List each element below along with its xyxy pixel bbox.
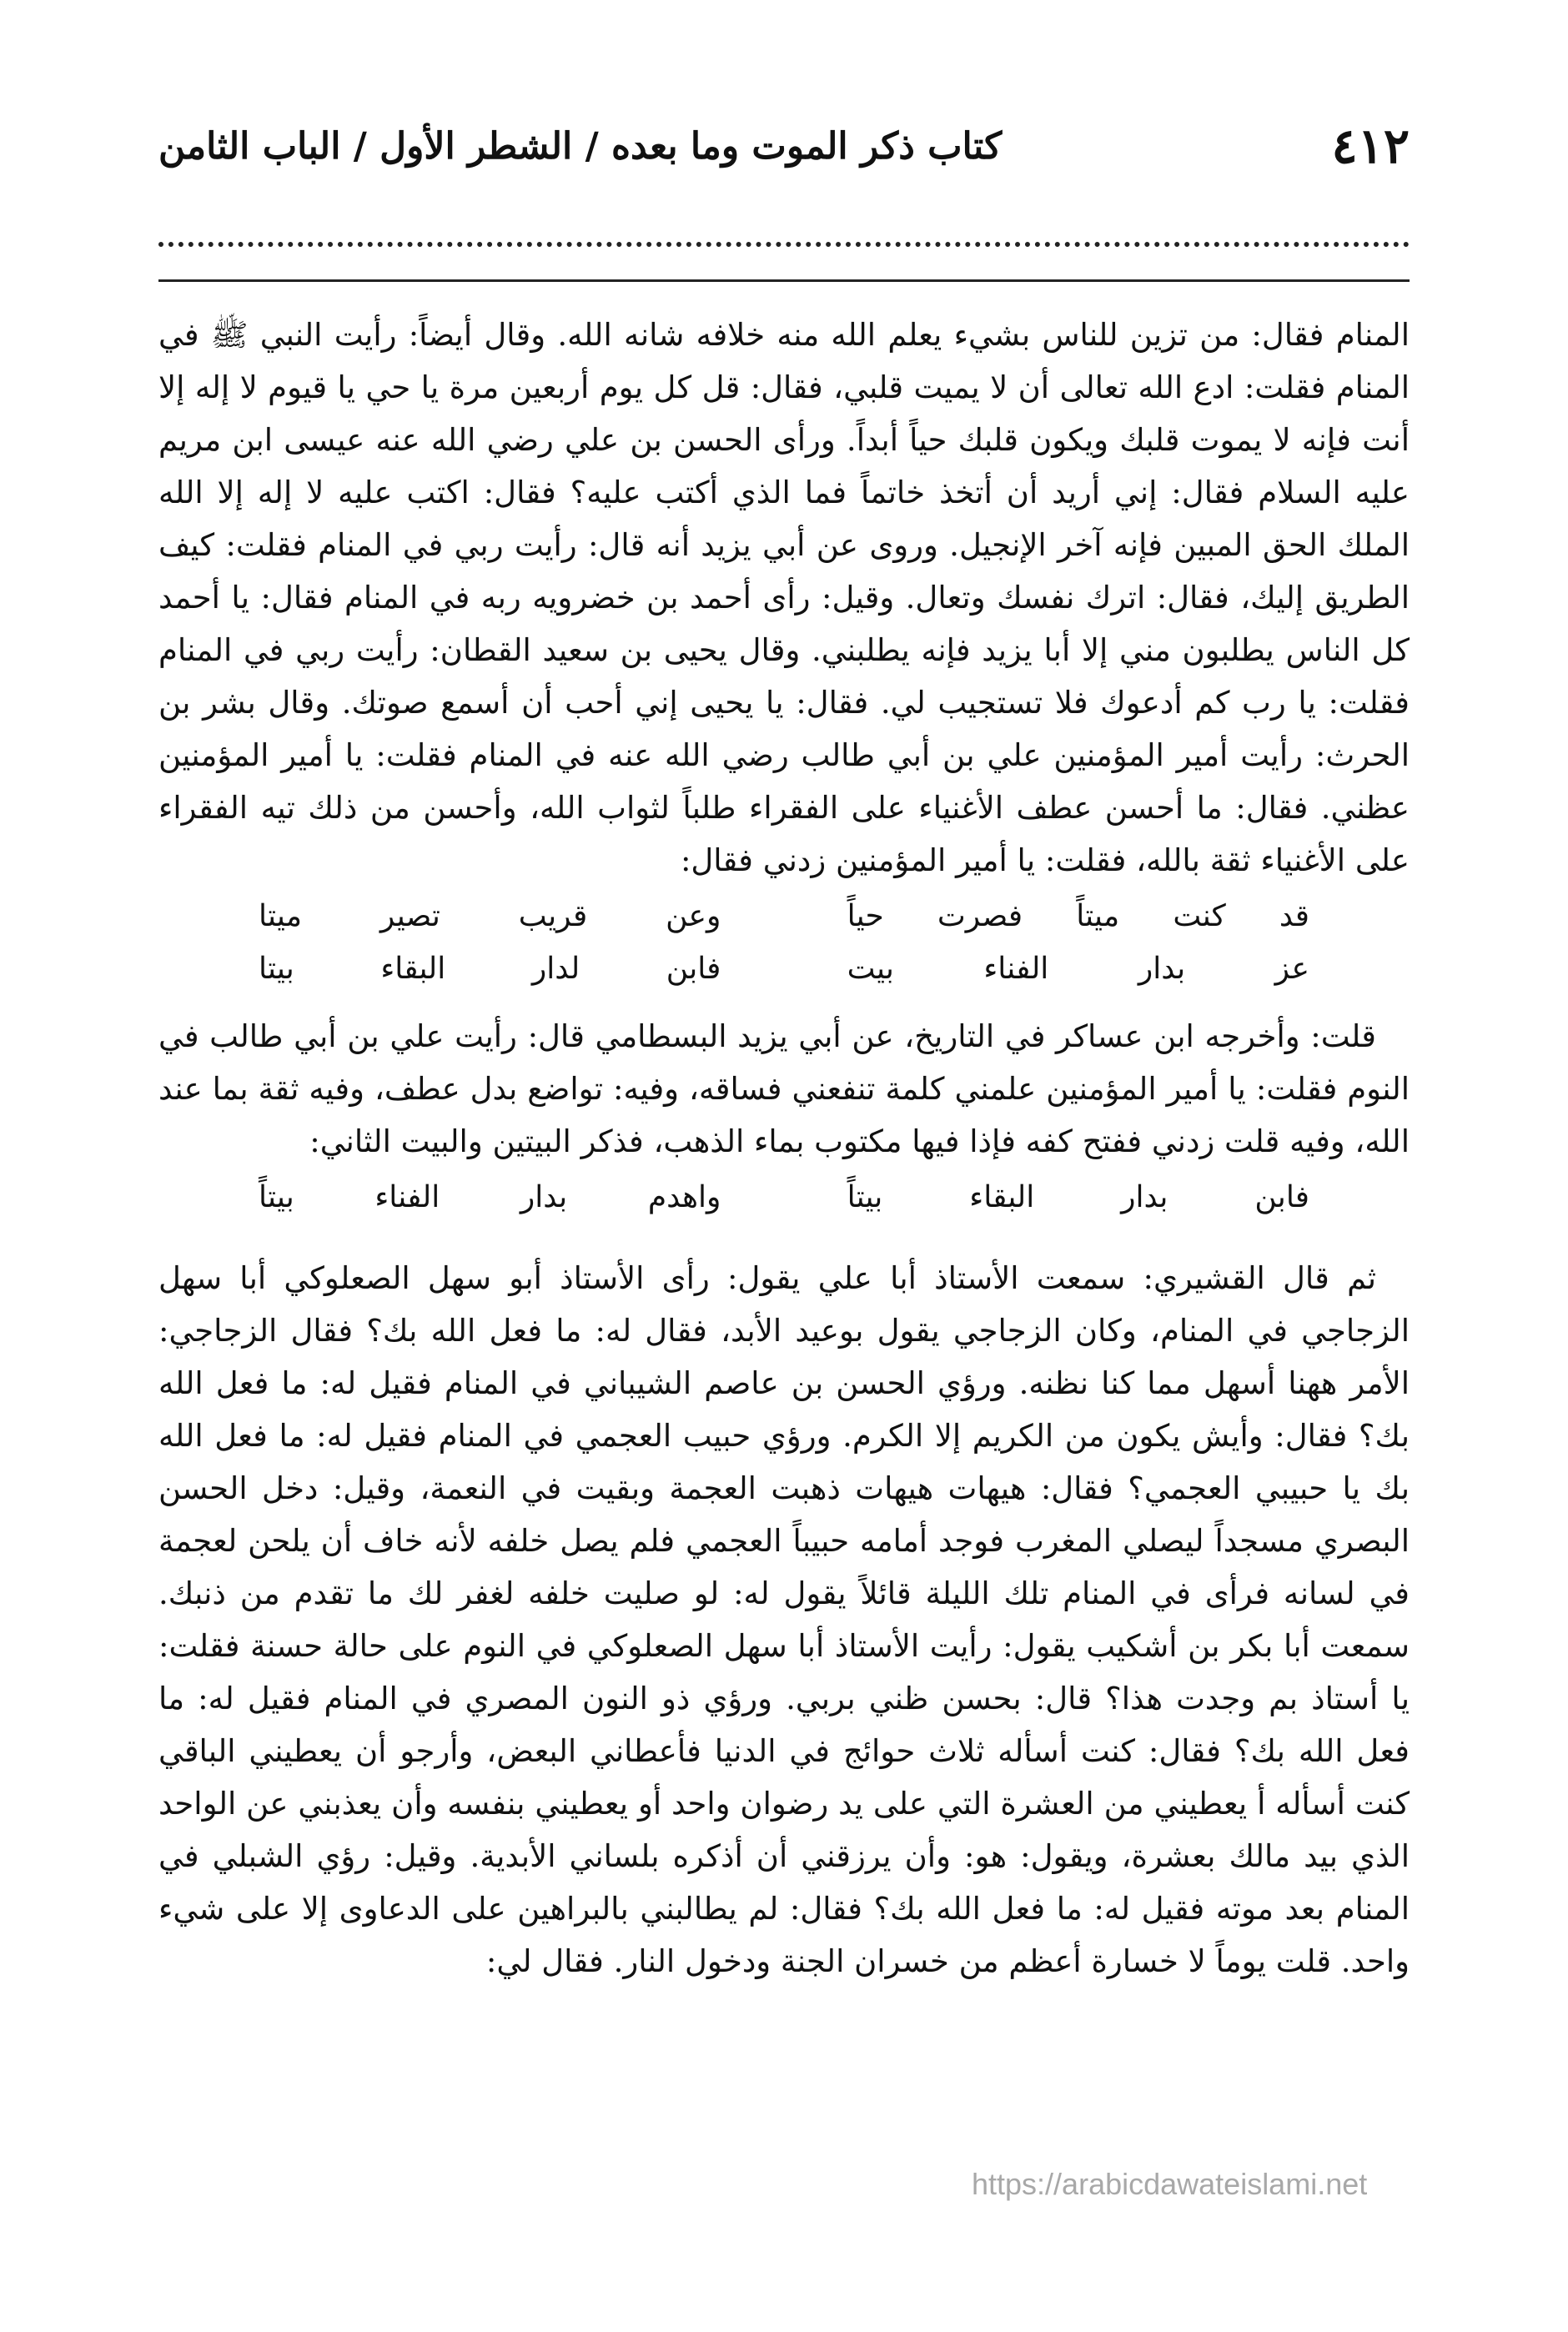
verse-second-hemistich: فابن لدار البقاء بيتا: [259, 952, 721, 986]
verse-second-hemistich: وعن قريب تصير ميتا: [259, 899, 721, 933]
verse-first-hemistich: فابن بدار البقاء بيتاً: [847, 1180, 1309, 1214]
running-head: كتاب ذكر الموت وما بعده / الشطر الأول / الباب الثامن: [158, 124, 1003, 168]
spacer: [158, 1239, 1410, 1252]
paragraph-2: قلت: وأخرجه ابن عساكر في التاريخ، عن أبي يزيد البسطامي قال: رأيت علي بن أبي طالب في النوم فقلت: يا أمير المؤمنين علمني كلمة تنفعني فساقه، وفيه: تواضع بدل عطف، وفيه ثقة بما عند الله، وفيه قلت زدني ففتح كفه فإذا فيها مكتوب بماء الذهب، فذكر البيتين والبيت الثاني:: [158, 1018, 1410, 1159]
verse-line: [158, 942, 1410, 995]
verse-line: [158, 1171, 1410, 1224]
verse-line: [158, 890, 1410, 942]
paragraph-3: ثم قال القشيري: سمعت الأستاذ أبا علي يقول: رأى الأستاذ أبو سهل الصعلوكي أبا سهل الزجاجي في المنام، وكان الزجاجي يقول بوعيد الأبد، فقال له: ما فعل الله بك؟ فقال الزجاجي: الأمر ههنا أسهل مما كنا نظنه. ورؤي الحسن بن عاصم الشيباني في المنام فقيل له: ما فعل الله بك؟ فقال: وأيش يكون من الكريم إلا الكرم. ورؤي حبيب العجمي في المنام فقيل له: ما فعل الله بك يا حبيبي العجمي؟ فقال: هيهات هيهات ذهبت العجمة وبقيت في النعمة، وقيل: دخل الحسن البصري مسجداً ليصلي المغرب فوجد أمامه حبيباً العجمي فلم يصل خلفه لأنه خاف أن يلحن لعجمة في لسانه فرأى في المنام تلك الليلة قائلاً يقول له: لو صليت خلفه لغفر لك ما تقدم من ذنبك. سمعت أبا بكر بن أشكيب يقول: رأيت الأستاذ أبا سهل الصعلوكي في النوم على حالة حسنة فقلت: يا أستاذ بم وجدت هذا؟ قال: بحسن ظني بربي. ورؤي ذو النون المصري في المنام فقيل له: ما فعل الله بك؟ فقال: كنت أسأله ثلاث حوائج في الدنيا فأعطاني البعض، وأرجو أن يعطيني الباقي كنت أسأله أ يعطيني من العشرة التي على يد رضوان واحد أو يعطيني بنفسه وأن يعذبني عن الواحد الذي بيد مالك بعشرة، ويقول: هو: وأن يرزقني أن أذكره بلساني الأبدية. وقيل: رؤي الشبلي في المنام بعد موته فقيل له: ما فعل الله بك؟ فقال: لم يطالبني بالبراهين على الدعاوى إلا على شيء واحد. قلت يوماً لا خسارة أعظم من خسران الجنة ودخول النار. فقال لي:: [158, 1260, 1410, 1979]
poem-block-2: [158, 1171, 1410, 1224]
verse-second-hemistich: واهدم بدار الفناء بيتاً: [259, 1180, 721, 1214]
verse-first-hemistich: قد كنت ميتاً فصرت حياً: [847, 899, 1309, 933]
verse-first-hemistich: عز بدار الفناء بيت: [847, 952, 1309, 986]
paragraph-1: المنام فقال: من تزين للناس بشيء يعلم الله منه خلافه شانه الله. وقال أيضاً: رأيت النبي ﷺ في المنام فقلت: ادع الله تعالى أن لا يميت قلبي، فقال: قل كل يوم أربعين مرة يا حي يا قيوم لا إله إلا أنت فإنه لا يموت قلبك ويكون قلبك حياً أبداً. ورأى الحسن بن علي رضي الله عنه عيسى ابن مريم عليه السلام فقال: إني أريد أن أتخذ خاتماً فما الذي أكتب عليه؟ فقال: اكتب عليه لا إله إلا الله الملك الحق المبين فإنه آخر الإنجيل. وروى عن أبي يزيد أنه قال: رأيت ربي في المنام فقلت: كيف الطريق إليك، فقال: اترك نفسك وتعال. وقيل: رأى أحمد بن خضرويه ربه في المنام فقال: يا أحمد كل الناس يطلبون مني إلا أبا يزيد فإنه يطلبني. وقال يحيى بن سعيد القطان: رأيت ربي في المنام فقلت: يا رب كم أدعوك فلا تستجيب لي. فقال: يا يحيى إني أحب أن أسمع صوتك. وقال بشر بن الحرث: رأيت أمير المؤمنين علي بن أبي طالب رضي الله عنه في المنام فقلت: يا أمير المؤمنين عظني. فقال: ما أحسن عطف الأغنياء على الفقراء طلباً لثواب الله، وأحسن من ذلك تيه الفقراء على الأغنياء ثقة بالله، فقلت: يا أمير المؤمنين زدني فقال:: [158, 317, 1410, 878]
page-number: ٤١٢: [1331, 118, 1410, 174]
poem-block-1: [158, 890, 1410, 995]
dotted-separator: [158, 219, 1410, 247]
page-body: [158, 309, 1410, 1988]
site-watermark: https://arabicdawateislami.net: [972, 2167, 1368, 2201]
header-rule: [158, 279, 1410, 282]
page-header: [158, 100, 1410, 192]
